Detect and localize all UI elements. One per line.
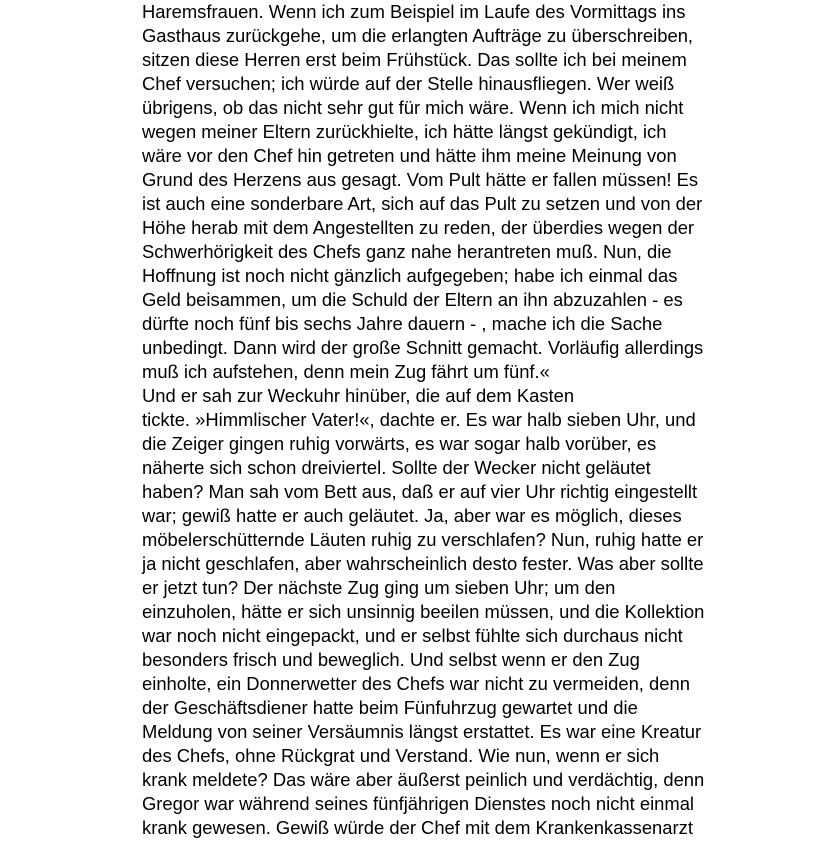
- text-line: wäre vor den Chef hin getreten und hätte ihm meine Meinung von: [142, 145, 677, 166]
- text-line: näherte sich schon dreiviertel. Sollte der Wecker nicht geläutet: [142, 457, 651, 478]
- text-line: tickte. »Himmlischer Vater!«, dachte er. Es war halb sieben Uhr, und: [142, 409, 696, 430]
- text-line: Chef versuchen; ich würde auf der Stelle hinausfliegen. Wer weiß: [142, 73, 675, 94]
- body-text: [142, 0, 822, 840]
- text-line: ist auch eine sonderbare Art, sich auf das Pult zu setzen und von der: [142, 193, 703, 214]
- text-line: unbedingt. Dann wird der große Schnitt gemacht. Vorläufig allerdings: [142, 337, 704, 358]
- text-line: Gasthaus zurückgehe, um die erlangten Aufträge zu überschreiben,: [142, 25, 694, 46]
- text-line: war noch nicht eingepackt, und er selbst fühlte sich durchaus nicht: [142, 625, 683, 646]
- text-line: möbelerschütternde Läuten ruhig zu verschlafen? Nun, ruhig hatte er: [142, 529, 704, 550]
- text-line: Höhe herab mit dem Angestellten zu reden, der überdies wegen der: [142, 217, 695, 238]
- text-line: krank meldete? Das wäre aber äußerst peinlich und verdächtig, denn: [142, 769, 705, 790]
- text-line: krank gewesen. Gewiß würde der Chef mit dem Krankenkassenarzt: [142, 817, 693, 838]
- text-line: Hoffnung ist noch nicht gänzlich aufgegeben; habe ich einmal das: [142, 265, 678, 286]
- text-line: ja nicht geschlafen, aber wahrscheinlich desto fester. Was aber sollte: [142, 553, 704, 574]
- text-line: die Zeiger gingen ruhig vorwärts, es war sogar halb vorüber, es: [142, 433, 657, 454]
- text-line: übrigens, ob das nicht sehr gut für mich wäre. Wenn ich mich nicht: [142, 97, 684, 118]
- text-line: er jetzt tun? Der nächste Zug ging um sieben Uhr; um den: [142, 577, 616, 598]
- text-line: dürfte noch fünf bis sechs Jahre dauern - , mache ich die Sache: [142, 313, 663, 334]
- text-line: muß ich aufstehen, denn mein Zug fährt um fünf.«: [142, 361, 550, 382]
- text-line: Gregor war während seines fünfjährigen Dienstes noch nicht einmal: [142, 793, 695, 814]
- text-line: wegen meiner Eltern zurückhielte, ich hätte längst gekündigt, ich: [142, 121, 667, 142]
- text-line: der Geschäftsdiener hatte beim Fünfuhrzug gewartet und die: [142, 697, 638, 718]
- text-line: Grund des Herzens aus gesagt. Vom Pult hätte er fallen müssen! Es: [142, 169, 699, 190]
- text-line: einzuholen, hätte er sich unsinnig beeilen müssen, und die Kollektion: [142, 601, 705, 622]
- text-line: Haremsfrauen. Wenn ich zum Beispiel im Laufe des Vormittags ins: [142, 1, 686, 22]
- text-line: Und er sah zur Weckuhr hinüber, die auf dem Kasten: [142, 385, 575, 406]
- text-line: haben? Man sah vom Bett aus, daß er auf vier Uhr richtig eingestellt: [142, 481, 698, 502]
- text-line: besonders frisch und beweglich. Und selbst wenn er den Zug: [142, 649, 640, 670]
- text-line: Geld beisammen, um die Schuld der Eltern an ihn abzuzahlen - es: [142, 289, 683, 310]
- text-line: einholte, ein Donnerwetter des Chefs war nicht zu vermeiden, denn: [142, 673, 690, 694]
- text-line: war; gewiß hatte er auch geläutet. Ja, aber war es möglich, dieses: [142, 505, 682, 526]
- text-line: Schwerhörigkeit des Chefs ganz nahe herantreten muß. Nun, die: [142, 241, 672, 262]
- text-line: Meldung von seiner Versäumnis längst erstattet. Es war eine Kreatur: [142, 721, 702, 742]
- text-line: des Chefs, ohne Rückgrat und Verstand. Wie nun, wenn er sich: [142, 745, 660, 766]
- text-line: sitzen diese Herren erst beim Frühstück. Das sollte ich bei meinem: [142, 49, 687, 70]
